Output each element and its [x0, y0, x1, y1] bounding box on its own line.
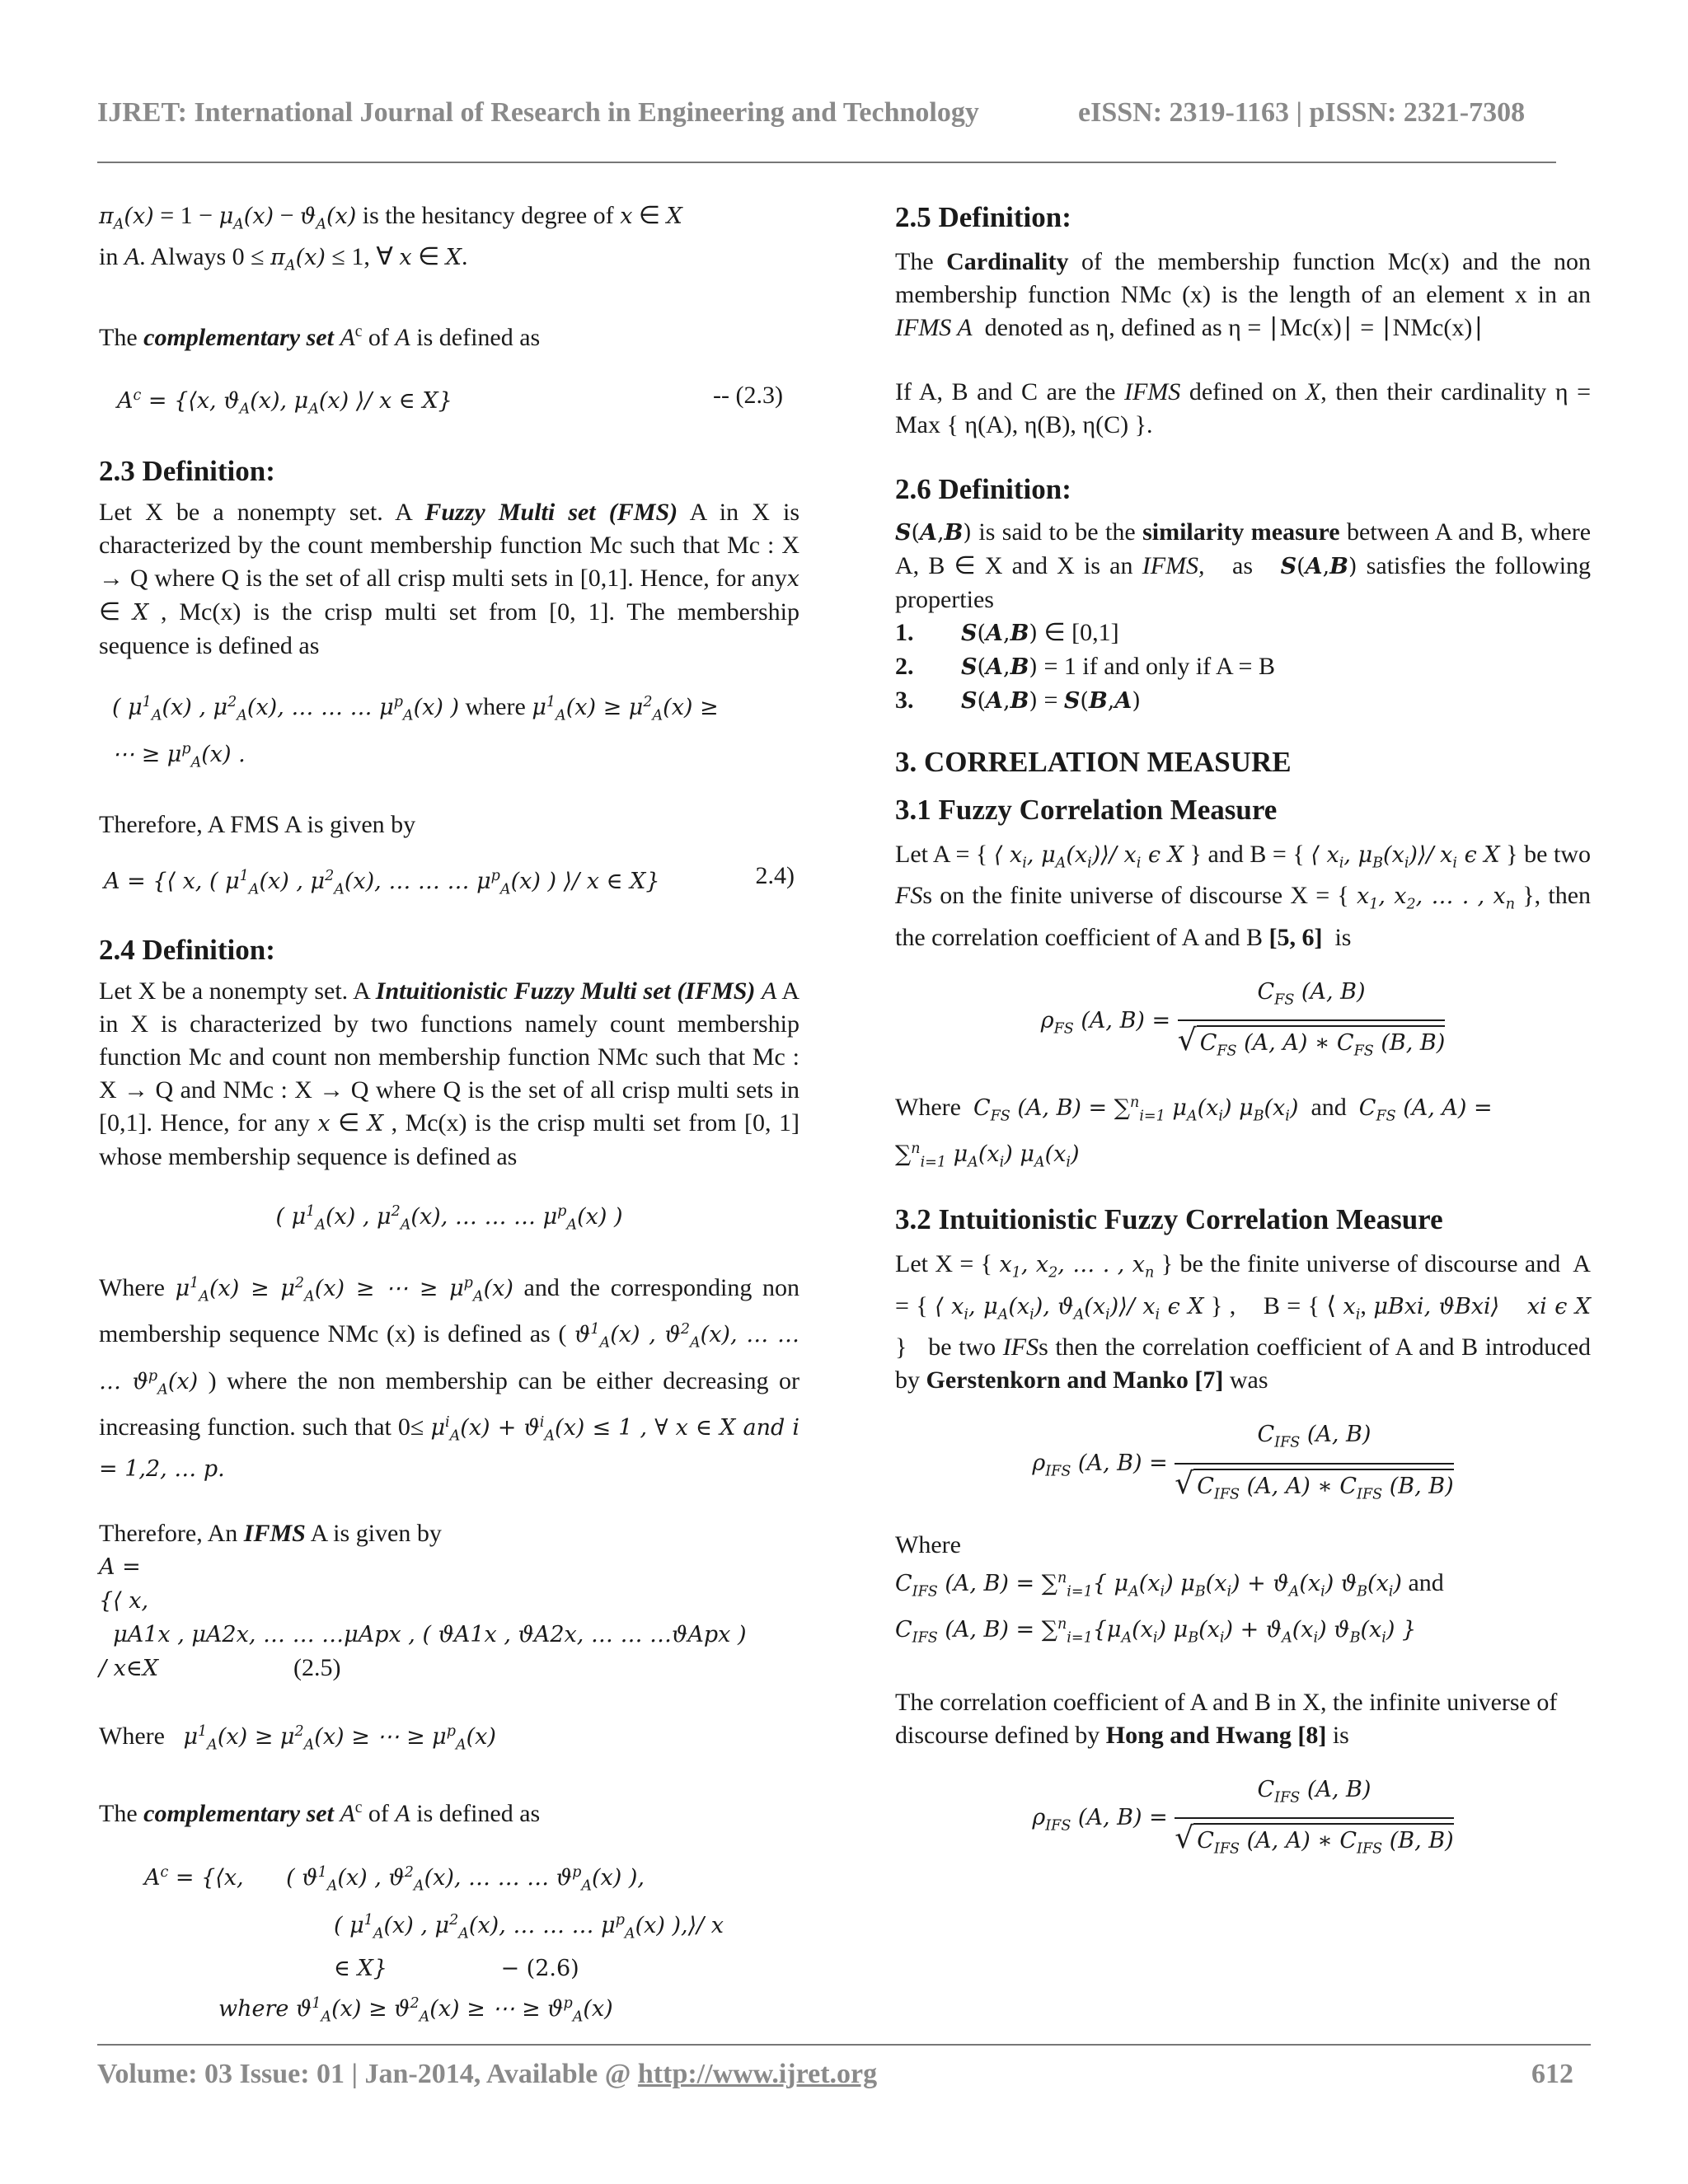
ifs-where: Where $C_{IFS}$ (A, B) = ∑$^n_{i=1}${ $\mu_A(x_i) \mu_B(x_i) + ϑ_A(x_i)$ $ϑ_B(x_i)$ and $C_{IFS}$ (A, $B) = \sum^n_{i=1}\{\mu_A(x_i) \mu_B(x_i) + ϑ_A(x_i)$ $ϑ_B(x_i)$ } — [895, 1530, 1444, 1647]
def-2-4-heading: 2.4 Definition: — [99, 934, 275, 967]
list-item: 1. S(A,B) ∈ [0,1] — [895, 619, 1119, 646]
section-3-1-paragraph: Let A = { ⟨ $x_i$, $\mu_A(x_i)⟩/$ $x_i$ ϵ X } and B = { ⟨ $x_i$, $\mu_B(x_i)⟩/$ $x_i$ ϵ X } be two FSs on the finite universe of discourse X = { $x_1$, $x_2$, … . , $x_n$ }, then the correlation coefficient of A and B [5, 6] is — [895, 841, 1592, 951]
section-3-2-paragraph: Let X = { $x_1$, $x_2$, … . , $x_n$ } be the finite universe of discourse and A = { ⟨ $x_i$, $\mu_A(x_i)$, $ϑ_A(x_i)⟩/$ $x_i$ ϵ X } , B = { ⟨ $x_i$, μBxi, ϑBxi⟩ xi ϵ X } be two IFSs then the correlation coefficient of A and B introduced by Gerstenkorn and Manko [7] was — [895, 1250, 1592, 1394]
def-2-4-paragraph: Let X be a nonempty set. A Intuitionistic Fuzzy Multi set (IFMS) A A in X is characterized by two functions namely count membership function Mc and count non membership function NMc such that Mc : X → Q and NMc : X → Q where Q is the set of all crisp multi sets in [0,1]. Hence, for any x ∈ X , Mc(x) is the crisp multi set from [0, 1] whose membership sequence is defined as — [99, 977, 800, 1171]
ifs-correlation-formula-2: $\rho_{IFS}$ (A, B) = $\frac{C_{IFS} (A, B)}{√ C_{IFS} (A, A) ∗ C_{IFS} (B, B)}$ — [895, 1774, 1591, 1866]
footer-volume: Volume: 03 Issue: 01 | Jan-2014, Available @ http://www.ijret.org — [97, 2059, 878, 2089]
fuzzy-where: Where $C_{FS}$ (A, B) = ∑$^n_{i=1}$ $\mu_A(x_i)$ $\mu_B(x_i)$ and $C_{FS}$ (A, A) = ∑$^n_{i=1}$ $\mu_A(x_i)$ $\mu_A(x_i)$ — [895, 1093, 1493, 1171]
ifms-membership-sequence: ( $\mu^1_A(x)$ , $\mu^2_A(x)$, … … … $\mu^p_A(x)$ ) — [275, 1203, 623, 1234]
def-2-6-heading: 2.6 Definition: — [895, 473, 1071, 505]
hesitancy-paragraph: $\pi_A(x) = 1 - \mu_A(x) - ϑ_A(x)$ is the hesitancy degree of x ∈ X in A. Always $0 \le \pi_A(x) \le 1$, ∀ x ∈ X. — [99, 202, 682, 274]
right-column — [895, 198, 1591, 1865]
where-mu-order: Where $\mu^1_A(x) \ge \mu^2_A(x)$ ≥ ⋯ ≥ $\mu^p_A(x)$ — [99, 1722, 496, 1754]
hong-hwang-paragraph: The correlation coefficient of A and B in X, the infinite universe of discourse defined by Hong and Hwang [8] is — [895, 1688, 1558, 1749]
equation-2-4: A = {⟨ x, ( $\mu^1_A(x)$ , $\mu^2_A(x)$, … … … $\mu^p_A(x)$ ) ⟩/ x ∈ X} 2.4) — [104, 861, 795, 898]
fraction: $\frac{C_{IFS} (A, B)}{√ C_{IFS} (A, A) ∗ C_{IFS} (B, B)}$ — [1175, 1774, 1453, 1866]
therefore-fms: Therefore, A FMS A is given by — [99, 810, 416, 838]
complement-intro: The complementary set $A^c$ of A is defined as — [99, 322, 541, 351]
def-2-5-paragraph: The Cardinality of the membership function Mc(x) and the non membership function NMc (x) is the length of an element x in an IFMS A denoted as η, defined as η = ∣Mc(x)∣ = ∣NMc(x)∣ — [895, 248, 1592, 341]
membership-sequence: ( $\mu^1_A(x)$ , $\mu^2_A(x)$, … … … $\mu^p_A(x)$ ) where $\mu^1_A(x) \ge \mu^2_A(x)$ ≥ ⋯ ≥ $\mu^p_A(x)$ . — [112, 693, 719, 771]
section-3-2-heading: 3.2 Intuitionistic Fuzzy Correlation Measure — [895, 1203, 1443, 1236]
therefore-ifms: Therefore, An IFMS A is given by — [99, 1520, 442, 1548]
page-number: 612 — [1531, 2059, 1573, 2089]
list-item: 3. S(A,B) = S(B,A) — [895, 687, 1141, 714]
issn: eISSN: 2319-1163 | pISSN: 2321-7308 — [1078, 97, 1526, 128]
def-2-3-paragraph: Let X be a nonempty set. A Fuzzy Multi set (FMS) A in X is characterized by the count membership function Mc such that Mc : X → Q where Q is the set of all crisp multi sets in [0,1]. Hence, for anyx ∈ X , Mc(x) is the crisp multi set from [0, 1]. The membership sequence is defined as — [99, 499, 800, 660]
def-2-6-paragraph: S(A,B) is said to be the similarity measure between A and B, where A, B ∈ X and X is an IFMS, as S(A,B) satisfies the following properties — [895, 518, 1592, 613]
section-3-heading: 3. CORRELATION MEASURE — [895, 746, 1292, 778]
left-column — [99, 198, 799, 2035]
complement-intro-2: The complementary set $A^c$ of A is defined as — [99, 1798, 541, 1827]
header-rule — [97, 162, 1556, 163]
def-2-5-paragraph-2: If A, B and C are the IFMS defined on X, then their cardinality η = Max { η(A), η(B), η(C) }. — [895, 378, 1592, 438]
fraction: $\frac{C_{IFS} (A, B)}{√ C_{IFS} (A, A) ∗ C_{IFS} (B, B)}$ — [1175, 1418, 1453, 1511]
properties-list — [895, 616, 1591, 718]
footer-rule — [97, 2044, 1591, 2046]
equation-2-5: A = {⟨ x, μA1x , μA2x, … … …μApx , ( ϑA1x , ϑA2x, … … …ϑApx ) / x∈X (2.5) — [99, 1554, 747, 1682]
equation-2-3: $A^c$ = {⟨x, $ϑ_A(x)$, $\mu_A(x)$ ⟩/ x ∈ X} -- (2.3) — [117, 381, 783, 418]
ifs-correlation-formula-1: $\rho_{IFS}$ (A, B) = $\frac{C_{IFS} (A, B)}{√ C_{IFS} (A, A) ∗ C_{IFS} (B, B)}$ — [895, 1418, 1591, 1511]
fraction: $\frac{C_{FS} (A, B)}{√ C_{FS} (A, A) ∗ C_{FS} (B, B)}$ — [1178, 976, 1446, 1068]
journal-link[interactable]: http://www.ijret.org — [637, 2059, 878, 2089]
section-3-1-heading: 3.1 Fuzzy Correlation Measure — [895, 794, 1278, 826]
equation-2-6: $A^c$ = {⟨x, ( $ϑ^1_A(x)$ , $ϑ^2_A(x)$, … … … $ϑ^p_A(x)$ ), ( $\mu^1_A(x)$ , $\mu^2_A(x)$, … … … $\mu^p_A(x)$ ),⟩/ x ∈ X} − (2.6) where $ϑ^1_A(x) \ge ϑ^2_A(x)$ ≥ ⋯ ≥ $ϑ^p_A(x)$ — [144, 1863, 724, 2026]
list-item: 2. S(A,B) = 1 if and only if A = B — [895, 653, 1275, 680]
journal-title: IJRET: International Journal of Research in Engineering and Technology — [97, 97, 979, 128]
def-2-5-heading: 2.5 Definition: — [895, 201, 1071, 233]
def-2-4-paragraph-2: Where $\mu^1_A(x) \ge \mu^2_A(x)$ ≥ ⋯ ≥ $\mu^p_A(x)$ and the corresponding non membership sequence NMc (x) is defined as ( $ϑ^1_A(x)$ , $ϑ^2_A(x)$, … … … $ϑ^p_A(x)$ ) where the non membership can be either decreasing or increasing function. such that $0\le \mu^i_A(x) + ϑ^i_A(x) \le 1$ , ∀ x ∈ X and i = 1,2, … p. — [99, 1273, 800, 1483]
fuzzy-correlation-formula: $\rho_{FS}$ (A, B) = $\frac{C_{FS} (A, B)}{√ C_{FS} (A, A) ∗ C_{FS} (B, B)}$ — [895, 976, 1591, 1068]
def-2-3-heading: 2.3 Definition: — [99, 455, 275, 488]
